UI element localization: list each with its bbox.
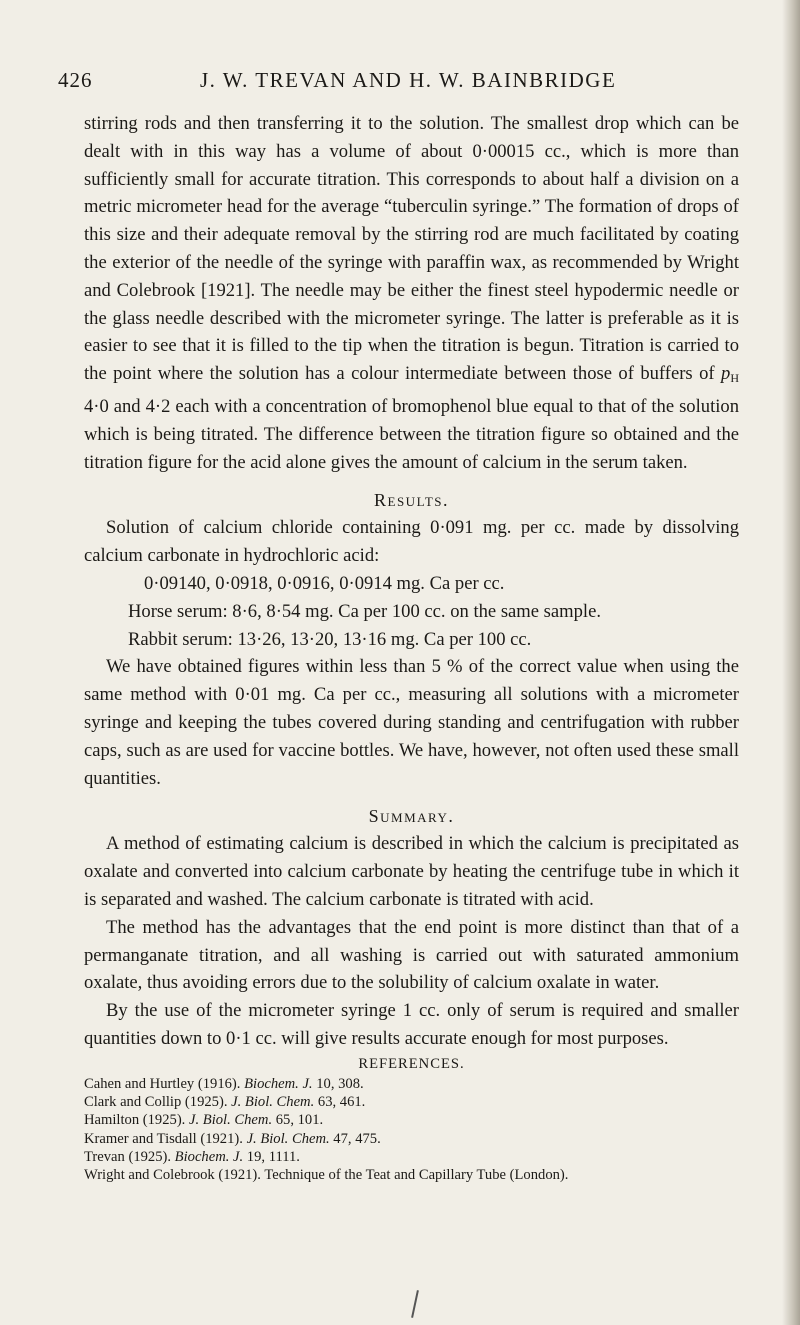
reference-item — [84, 1093, 739, 1111]
rabbit-serum-line: Rabbit serum: 13·26, 13·20, 13·16 mg. Ca per 100 cc. — [128, 628, 532, 650]
paragraph-method — [84, 110, 739, 476]
stray-mark — [411, 1290, 419, 1318]
ref-journal: J. Biol. Chem. — [231, 1094, 315, 1111]
reference-item — [84, 1166, 739, 1184]
paragraph-text: stirring rods and then transferring it to the solution. The smallest drop which can be dealt with in this way has a volume of about 0·00015 cc., which is more than sufficiently small for accurate titration. This corresponds to about half a division on a metric micrometer head for the average “tuberculin syringe.” The formation of drops of this size and their adequate removal by the stirring rod are much facilitated by coating the exterior of the needle of the syringe with paraffin wax, as recommended by Wright and Colebrook [1921]. The needle may be either the finest steel hypodermic needle or the glass needle described with the micrometer syringe. The latter is preferable as it is easier to see that it is filled to the tip when the titration is begun. Titration is carried to the point where the solution has a colour intermediate between those of buffers of — [84, 113, 739, 385]
summary-paragraph-3: By the use of the micrometer syringe 1 cc. only of serum is required and smaller quantities down to 0·1 cc. will give results accurate enough for most purposes. — [84, 1000, 739, 1049]
ref-author: Hamilton (1925). — [84, 1112, 186, 1129]
ref-author: Cahen and Hurtley (1916). — [84, 1075, 241, 1092]
results-values: 0·09140, 0·0918, 0·0916, 0·0914 mg. Ca per cc. — [144, 572, 505, 594]
reference-item — [84, 1111, 739, 1129]
references — [84, 1055, 739, 1184]
page-edge-shadow — [782, 0, 800, 1325]
page-number: 426 — [58, 68, 93, 92]
results-intro: Solution of calcium chloride containing 0·091 mg. per cc. made by dissolving calcium carbonate in hydrochloric acid: — [84, 517, 739, 567]
reference-item — [84, 1130, 739, 1148]
references-heading: REFERENCES. — [358, 1055, 465, 1072]
ph-symbol: p — [721, 363, 731, 385]
ref-journal: J. Biol. Chem. — [246, 1130, 330, 1147]
results-heading: Results. — [374, 490, 449, 511]
page-header — [58, 68, 739, 110]
ref-author: Wright and Colebrook (1921). — [84, 1166, 261, 1183]
summary-paragraph-2: The method has the advantages that the end point is more distinct than that of a permanganate titration, and all washing is carried out with saturated ammonium oxalate, thus avoiding errors due to the solubility of calcium oxalate in water. — [84, 916, 739, 994]
ref-detail: 65, 101. — [272, 1112, 324, 1129]
paragraph-text-cont: 4·0 and 4·2 each with a concentration of bromophenol blue equal to that of the solution which is being titrated. The difference between the titration figure so obtained and the titration figure for the acid alone gives the amount of calcium in the serum taken. — [84, 395, 739, 473]
running-head: J. W. TREVAN AND H. W. BAINBRIDGE — [200, 68, 617, 92]
horse-serum-line: Horse serum: 8·6, 8·54 mg. Ca per 100 cc. on the same sample. — [128, 600, 601, 622]
ref-author: Trevan (1925). — [84, 1148, 172, 1165]
page — [58, 68, 739, 1184]
ref-journal: Biochem. J. — [244, 1075, 313, 1092]
ref-author: Clark and Collip (1925). — [84, 1094, 228, 1111]
ref-author: Kramer and Tisdall (1921). — [84, 1130, 243, 1147]
summary-heading: Summary. — [368, 806, 455, 827]
ref-journal: Biochem. J. — [174, 1148, 244, 1165]
ref-detail: 63, 461. — [314, 1094, 366, 1111]
ref-journal: J. Biol. Chem. — [189, 1112, 273, 1129]
reference-item — [84, 1075, 739, 1093]
ph-subscript: H — [730, 371, 739, 386]
ref-detail: 47, 475. — [329, 1130, 381, 1147]
summary-paragraph-1: A method of estimating calcium is described in which the calcium is precipitated as oxalate and converted into calcium carbonate by heating the centrifuge tube in which it is separated and washed. The calcium carbonate is titrated with acid. — [84, 833, 739, 910]
reference-item — [84, 1148, 739, 1166]
ref-detail: 19, 1111. — [243, 1148, 300, 1165]
ref-detail: Technique of the Teat and Capillary Tube (London). — [264, 1166, 569, 1183]
results-paragraph: We have obtained figures within less than 5 % of the correct value when using the same method with 0·01 mg. Ca per cc., measuring all solutions with a micrometer syringe and keeping the tubes covered during standing and centrifugation with rubber caps, such as are used for vaccine bottles. We have, however, not often used these small quantities. — [84, 656, 739, 789]
ref-detail: 10, 308. — [312, 1075, 364, 1092]
